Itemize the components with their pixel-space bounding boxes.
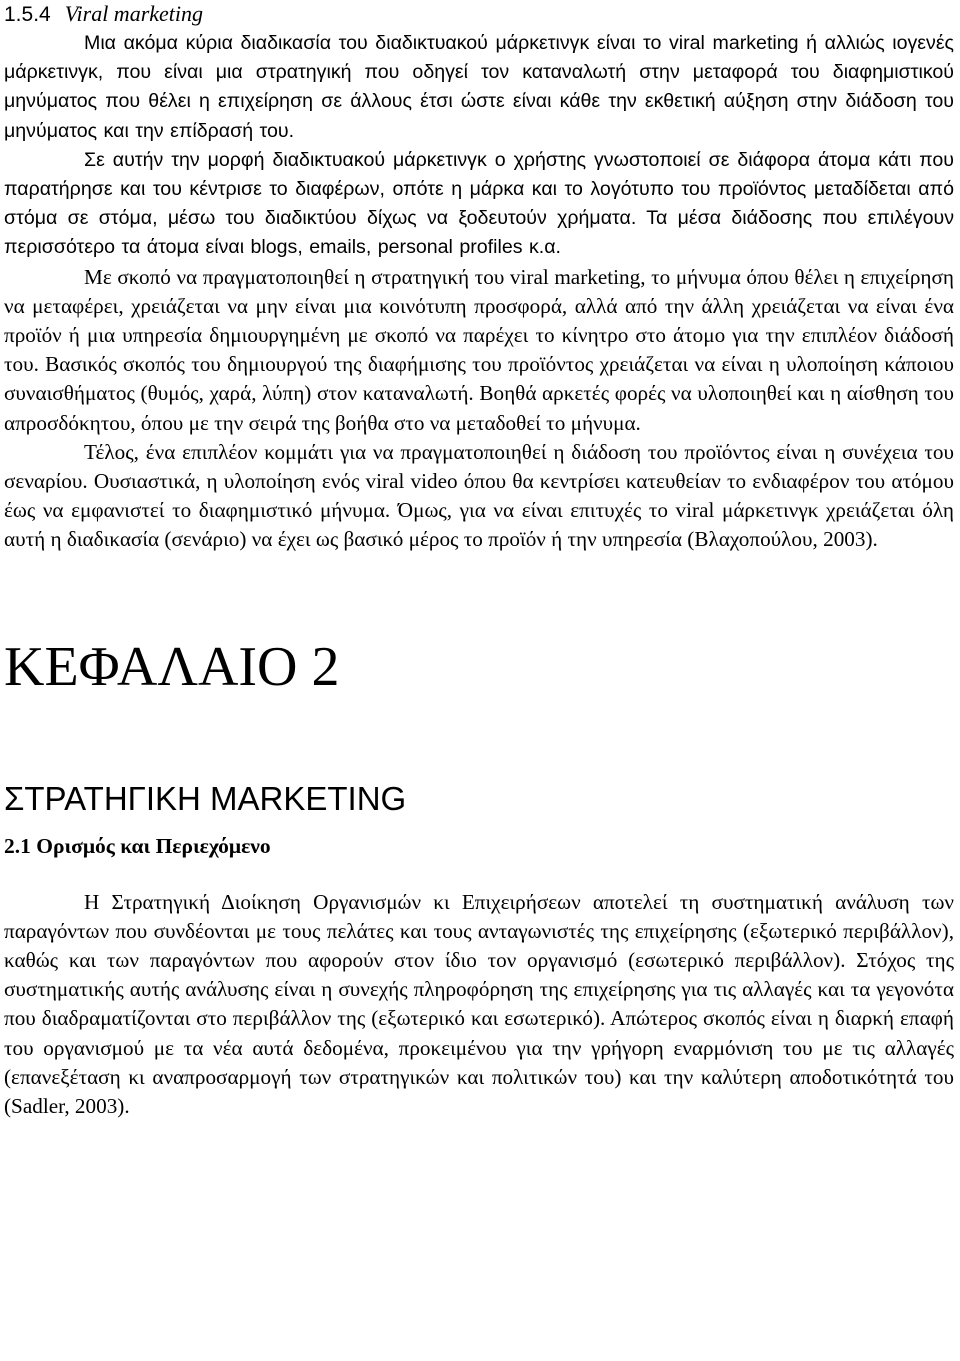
chapter-subtitle: ΣΤΡΑΤΗΓΙΚΗ MARKETING xyxy=(4,779,407,817)
subsection-heading: 2.1 Ορισμός και Περιεχόμενο xyxy=(4,833,271,858)
section-number: 1.5.4 xyxy=(4,3,51,26)
paragraph-viral-scenario: Τέλος, ένα επιπλέον κομμάτι για να πραγματοποιηθεί η διάδοση του προϊόντος είναι η συνέχεια του σεναρίου. Ουσιαστικά, η υλοποίηση ενός viral video όπου θα κεντρίσει κατευθείαν το ενδιαφέρον του ατόμου έως να εμφανιστεί το διαφημιστικό μήνυμα. Όμως, για να είναι επιτυχές το viral μάρκετινγκ χρειάζεται όλη αυτή η διαδικασία (σενάριο) να έχει ως βασικό μέρος το προϊόν ή την υπηρεσία (Βλαχοπούλου, 2003). xyxy=(4,439,954,552)
paragraph-strategic-management: Η Στρατηγική Διοίκηση Οργανισμών κι Επιχειρήσεων αποτελεί τη συστηματική ανάλυση των παραγόντων που συνδέονται με τους πελάτες και τους ανταγωνιστές της επιχείρησης (εξωτερικό περιβάλλον), καθώς και των παραγόντων που αφορούν στον ίδιο τον οργανισμό (εσωτερικό περιβάλλον). Στόχος της συστηματικής αυτής ανάλυσης είναι η συνεχής πληροφόρηση της επιχείρησης για τις αλλαγές και τα γεγονότα που διαδραματίζονται στο περιβάλλον της (εξωτερικό και εσωτερικό). Απώτερος σκοπός είναι η διαρκή επαφή του οργανισμού με τα νέα αυτά δεδομένα, προκειμένου για την γρήγορη εναρμόνιση του με τις αλλαγές (επανεξέταση κι αναπροσαρμογή των στρατηγικών και πολιτικών του) και την καλύτερη αποδοτικότητά του (Sadler, 2003). xyxy=(4,889,954,1119)
paragraph-viral-purpose: Με σκοπό να πραγματοποιηθεί η στρατηγική του viral marketing, το μήνυμα όπου θέλει η επιχείρηση να μεταφέρει, χρειάζεται να μην είναι μια κοινότυπη προσφορά, αλλά από την άλλη χρειάζεται να είναι ένα προϊόν ή μια υπηρεσία δημιουργημένη με σκοπό να παρέχει το κίνητρο στο άτομο για την επιπλέον διάδοσή του. Βασικός σκοπός του δημιουργού της διαφήμισης του προϊόντος χρειάζεται να είναι η υλοποίηση κάποιου συναισθήματος (θυμός, χαρά, λύπη) στον καταναλωτή. Βοηθά αρκετές φορές να υλοποιηθεί και η αίσθηση του απροσδόκητου, όπου με την σειρά της βοήθα στο να μεταδοθεί το μήνυμα. xyxy=(4,264,954,435)
section-heading xyxy=(4,0,954,28)
paragraph-viral-form: Σε αυτήν την μορφή διαδικτυακού μάρκετινγκ ο χρήστης γνωστοποιεί σε διάφορα άτομα κάτι που παρατήρησε και του κέντρισε το διαφέρων, οπότε η μάρκα και το λογότυπο του προϊόντος μεταδίδεται από στόμα σε στόμα, μέσω του διαδικτύου δίχως να ξοδευτούν χρήματα. Τα μέσα διάδοσης που επιλέγουν περισσότερο τα άτομα είναι blogs, emails, personal profiles κ.α. xyxy=(4,148,954,259)
paragraph-viral-intro: Μια ακόμα κύρια διαδικασία του διαδικτυακού μάρκετινγκ είναι το viral marketing ή αλλιώς ιογενές μάρκετινγκ, που είναι μια στρατηγική που οδηγεί τον καταναλωτή στην μεταφορά του διαφημιστικού μηνύματος που θέλει η επιχείρηση σε άλλους έτσι ώστε είναι κάθε την εκθετική αύξηση στην διάδοση του μηνύματος και την επίδρασή του. xyxy=(4,32,954,142)
chapter-title: ΚΕΦΑΛΑΙΟ 2 xyxy=(4,635,340,698)
section-title: Viral marketing xyxy=(64,1,204,26)
